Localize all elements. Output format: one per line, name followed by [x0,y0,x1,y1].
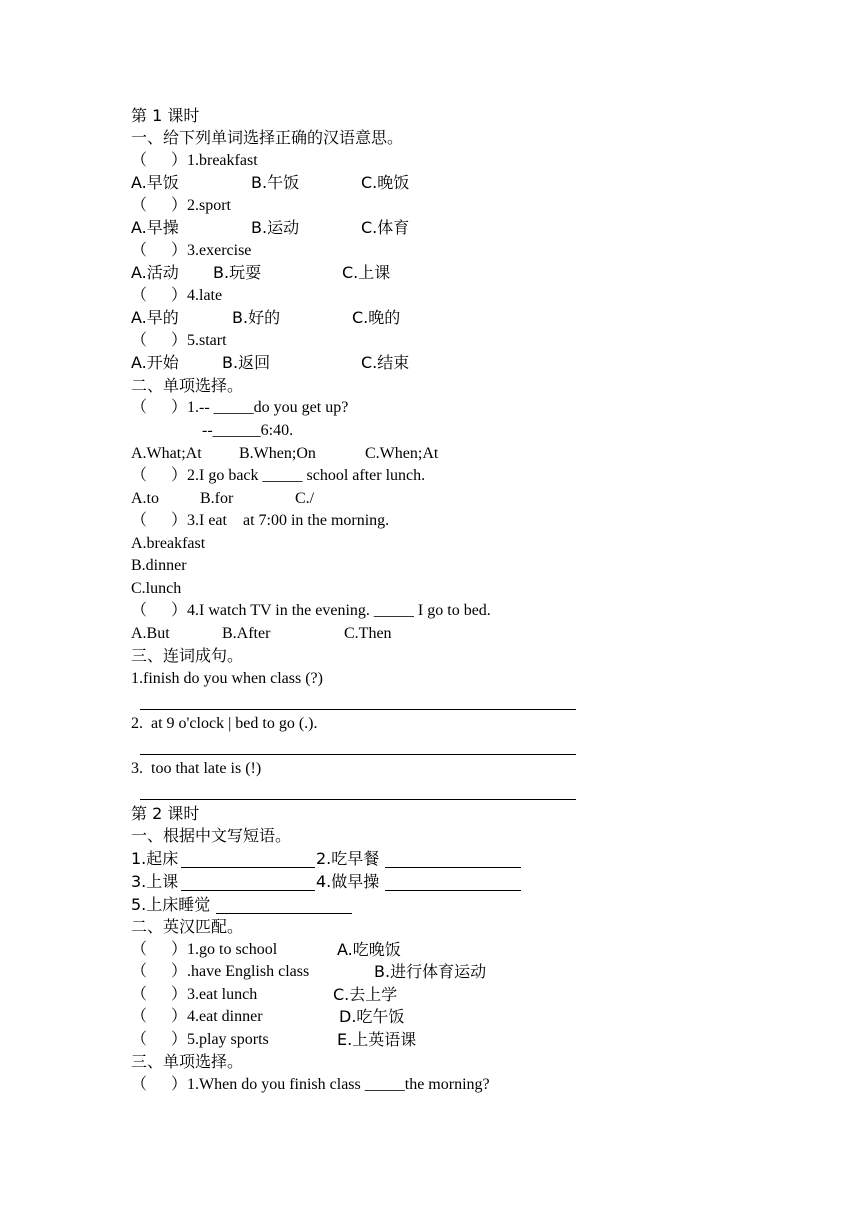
l1p2-q4-option-a: A.But [131,625,170,642]
l1p2-q2-stem: （ ）2.I go back _____ school after lunch. [131,467,426,484]
l1p2-q1-stem-reply: --______6:40. [202,422,294,439]
l1p1-q4-stem: （ ）4.late [131,287,223,304]
l1p1-q1-stem: （ ）1.breakfast [131,152,258,169]
l1p1-q4-option-b: B.好的 [232,308,281,327]
l1p2-q1-option-c: C.When;At [365,445,439,462]
l2p2-item-2-right: B.进行体育运动 [374,962,487,981]
l1-part1-heading: 一、给下列单词选择正确的汉语意思。 [131,128,404,147]
lesson2-title: 第 2 课时 [131,804,200,823]
l2p2-item-1-right: A.吃晚饭 [337,940,401,959]
l1p1-q3-option-b: B.玩耍 [213,263,262,282]
l1p2-q2-option-b: B.for [200,490,234,507]
l1p1-q2-stem: （ ）2.sport [131,197,232,214]
l1p2-q1-option-b: B.When;On [239,445,316,462]
l1p2-q3-option-a: A.breakfast [131,535,206,552]
l2p2-item-5-right: E.上英语课 [337,1030,417,1049]
l1p1-q3-option-a: A.活动 [131,263,179,282]
l2p1-item-4: 4.做早操 [316,872,380,891]
l1p3-answer-line-1[interactable] [140,709,576,710]
l1p2-q4-stem: （ ）4.I watch TV in the evening. _____ I go to bed. [131,602,491,619]
l1p1-q4-option-c: C.晚的 [352,308,401,327]
l1p2-q1-option-a: A.What;At [131,445,202,462]
l1p1-q1-option-c: C.晚饭 [361,173,410,192]
l1p2-q3-stem: （ ）3.I eat at 7:00 in the morning. [131,512,390,529]
l1p3-answer-line-3[interactable] [140,799,576,800]
l2p1-item-5: 5.上床睡觉 [131,895,211,914]
l1p3-answer-line-2[interactable] [140,754,576,755]
l1p1-q1-option-b: B.午饭 [251,173,300,192]
l2p1-blank-5[interactable] [216,913,352,914]
l2p2-item-2-left: （ ）.have English class [131,963,310,980]
l2p2-item-3-left: （ ）3.eat lunch [131,986,258,1003]
l2p1-item-3: 3.上课 [131,872,179,891]
l2p1-blank-3[interactable] [181,890,315,891]
l2p1-blank-4[interactable] [385,890,521,891]
l1p3-item-1: 1.finish do you when class (?) [131,670,323,687]
l1-part2-heading: 二、单项选择。 [131,376,244,395]
l1p1-q2-option-c: C.体育 [361,218,410,237]
l1p1-q5-option-c: C.结束 [361,353,410,372]
l1p2-q2-option-a: A.to [131,490,159,507]
l1p2-q3-option-c: C.lunch [131,580,182,597]
l1p1-q3-stem: （ ）3.exercise [131,242,252,259]
l2-part1-heading: 一、根据中文写短语。 [131,826,292,845]
l2-part2-heading: 二、英汉匹配。 [131,917,244,936]
l2p2-item-3-right: C.去上学 [333,985,398,1004]
l1p1-q2-option-a: A.早操 [131,218,179,237]
l2p2-item-1-left: （ ）1.go to school [131,941,278,958]
l2p1-item-1: 1.起床 [131,849,179,868]
l2p2-item-5-left: （ ）5.play sports [131,1031,269,1048]
l1p2-q4-option-c: C.Then [344,625,392,642]
l2p1-blank-1[interactable] [181,867,315,868]
l2p1-item-2: 2.吃早餐 [316,849,380,868]
l2p1-blank-2[interactable] [385,867,521,868]
l1p1-q3-option-c: C.上课 [342,263,391,282]
l2p2-item-4-right: D.吃午饭 [339,1007,405,1026]
l1p1-q5-option-b: B.返回 [222,353,271,372]
l1p3-item-3: 3. too that late is (!) [131,760,262,777]
l1p1-q5-option-a: A.开始 [131,353,179,372]
l2p3-q1-stem: （ ）1.When do you finish class _____the morning? [131,1076,490,1093]
l1p1-q5-stem: （ ）5.start [131,332,227,349]
l1p2-q4-option-b: B.After [222,625,271,642]
l1p1-q2-option-b: B.运动 [251,218,300,237]
l2-part3-heading: 三、单项选择。 [131,1052,244,1071]
l1p2-q3-option-b: B.dinner [131,557,187,574]
l1p3-item-2: 2. at 9 o'clock | bed to go (.). [131,715,318,732]
l1p1-q4-option-a: A.早的 [131,308,179,327]
l2p2-item-4-left: （ ）4.eat dinner [131,1008,263,1025]
l1p2-q1-stem: （ ）1.-- _____do you get up? [131,399,349,416]
l1p1-q1-option-a: A.早饭 [131,173,179,192]
l1p2-q2-option-c: C./ [295,490,315,507]
lesson1-title: 第 1 课时 [131,106,200,125]
l1-part3-heading: 三、连词成句。 [131,646,244,665]
